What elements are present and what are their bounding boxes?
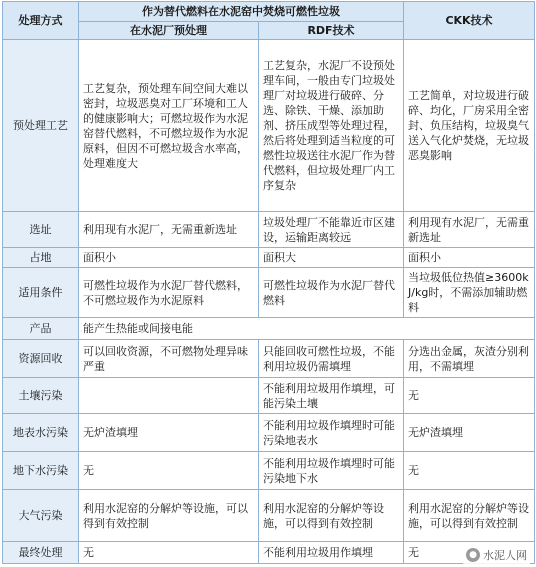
row-label: 资源回收	[3, 340, 79, 378]
cell-ckk: 利用现有水泥厂，无需重新选址	[404, 212, 535, 248]
cell-plant: 可燃性垃圾作为水泥厂替代燃料，不可燃垃圾作为水泥原料	[79, 268, 259, 318]
cell-rdf: 不能利用垃圾用作填埋，可能污染土壤	[259, 378, 404, 414]
cell-plant: 面积小	[79, 248, 259, 268]
cell-rdf: 不能利用垃圾作填埋时可能污染地表水	[259, 414, 404, 452]
table-row	[3, 414, 535, 452]
cell-ckk: 无	[404, 378, 535, 414]
table-row	[3, 378, 535, 414]
cell-plant	[79, 378, 259, 414]
cell-ckk: 工艺简单，对垃圾进行破碎、均化，厂房采用全密封、负压结构，垃圾臭气送入气化炉焚烧，无垃圾恶臭影响	[404, 40, 535, 212]
cell-plant: 无炉渣填埋	[79, 414, 259, 452]
table-row	[3, 452, 535, 490]
table-row	[3, 340, 535, 378]
cell-plant: 无	[79, 452, 259, 490]
table-row	[3, 248, 535, 268]
header-group: 作为替代燃料在水泥窑中焚烧可燃性垃圾	[79, 2, 404, 22]
cell-rdf: 可燃性垃圾作为水泥厂替代燃料	[259, 268, 404, 318]
cell-ckk: 无	[404, 452, 535, 490]
wechat-icon: ●	[466, 548, 480, 562]
cell-plant: 无	[79, 542, 259, 564]
cell-rdf: 不能利用垃圾作填埋时可能污染地下水	[259, 452, 404, 490]
cell-rdf: 垃圾处理厂不能靠近市区建设，运输距离较远	[259, 212, 404, 248]
row-label: 最终处理	[3, 542, 79, 564]
cell-rdf: 工艺复杂，水泥厂不设预处理车间，一般由专门垃圾处理厂对垃圾进行破碎、分选、除铁、干燥、添加助剂、挤压成型等处理过程，然后将处理到适当粒度的可燃性垃圾送往水泥厂作为替代燃料，但垃圾处理厂内工序复杂	[259, 40, 404, 212]
table-row	[3, 542, 535, 564]
row-label: 产品	[3, 318, 79, 340]
cell-rdf: 面积大	[259, 248, 404, 268]
row-label: 预处理工艺	[3, 40, 79, 212]
table-row	[3, 318, 535, 340]
cell-plant: 利用现有水泥厂，无需重新选址	[79, 212, 259, 248]
cell-ckk: 面积小	[404, 248, 535, 268]
header-plant: 在水泥厂预处理	[79, 22, 259, 40]
header-method: 处理方式	[3, 2, 79, 40]
cell-ckk: 无炉渣填埋	[404, 414, 535, 452]
row-label: 选址	[3, 212, 79, 248]
header-rdf: RDF技术	[259, 22, 404, 40]
cell-plant: 工艺复杂，预处理车间空间大难以密封，垃圾恶臭对工厂环境和工人的健康影响大；可燃垃圾作为水泥窑替代燃料，不可燃垃圾作为水泥原料，但因不可燃垃圾含水率高，处理难度大	[79, 40, 259, 212]
row-label: 地下水污染	[3, 452, 79, 490]
cell-rdf: 只能回收可燃性垃圾，不能利用垃圾仍需填埋	[259, 340, 404, 378]
cell-ckk: 无	[404, 542, 535, 564]
watermark-text: 水泥人网	[483, 549, 527, 562]
cell-rdf: 利用水泥窑的分解炉等设施，可以得到有效控制	[259, 490, 404, 542]
cell-ckk: 当垃圾低位热值≥3600kJ/kg时，不需添加辅助燃料	[404, 268, 535, 318]
table-row	[3, 268, 535, 318]
row-label: 土壤污染	[3, 378, 79, 414]
table-row	[3, 40, 535, 212]
cell-plant: 利用水泥窑的分解炉等设施，可以得到有效控制	[79, 490, 259, 542]
row-label: 占地	[3, 248, 79, 268]
table-row	[3, 212, 535, 248]
table-row	[3, 490, 535, 542]
row-label: 大气污染	[3, 490, 79, 542]
cell-merged: 能产生热能或间接电能	[79, 318, 535, 340]
header-ckk: CKK技术	[404, 2, 535, 40]
watermark	[463, 546, 530, 564]
cell-ckk: 利用水泥窑的分解炉等设施，可以得到有效控制	[404, 490, 535, 542]
row-label: 适用条件	[3, 268, 79, 318]
comparison-table	[2, 1, 535, 564]
cell-ckk: 分选出金属，灰渣分别利用，不需填埋	[404, 340, 535, 378]
row-label: 地表水污染	[3, 414, 79, 452]
cell-plant: 可以回收资源，不可燃物处理异味严重	[79, 340, 259, 378]
cell-rdf: 不能利用垃圾用作填埋	[259, 542, 404, 564]
